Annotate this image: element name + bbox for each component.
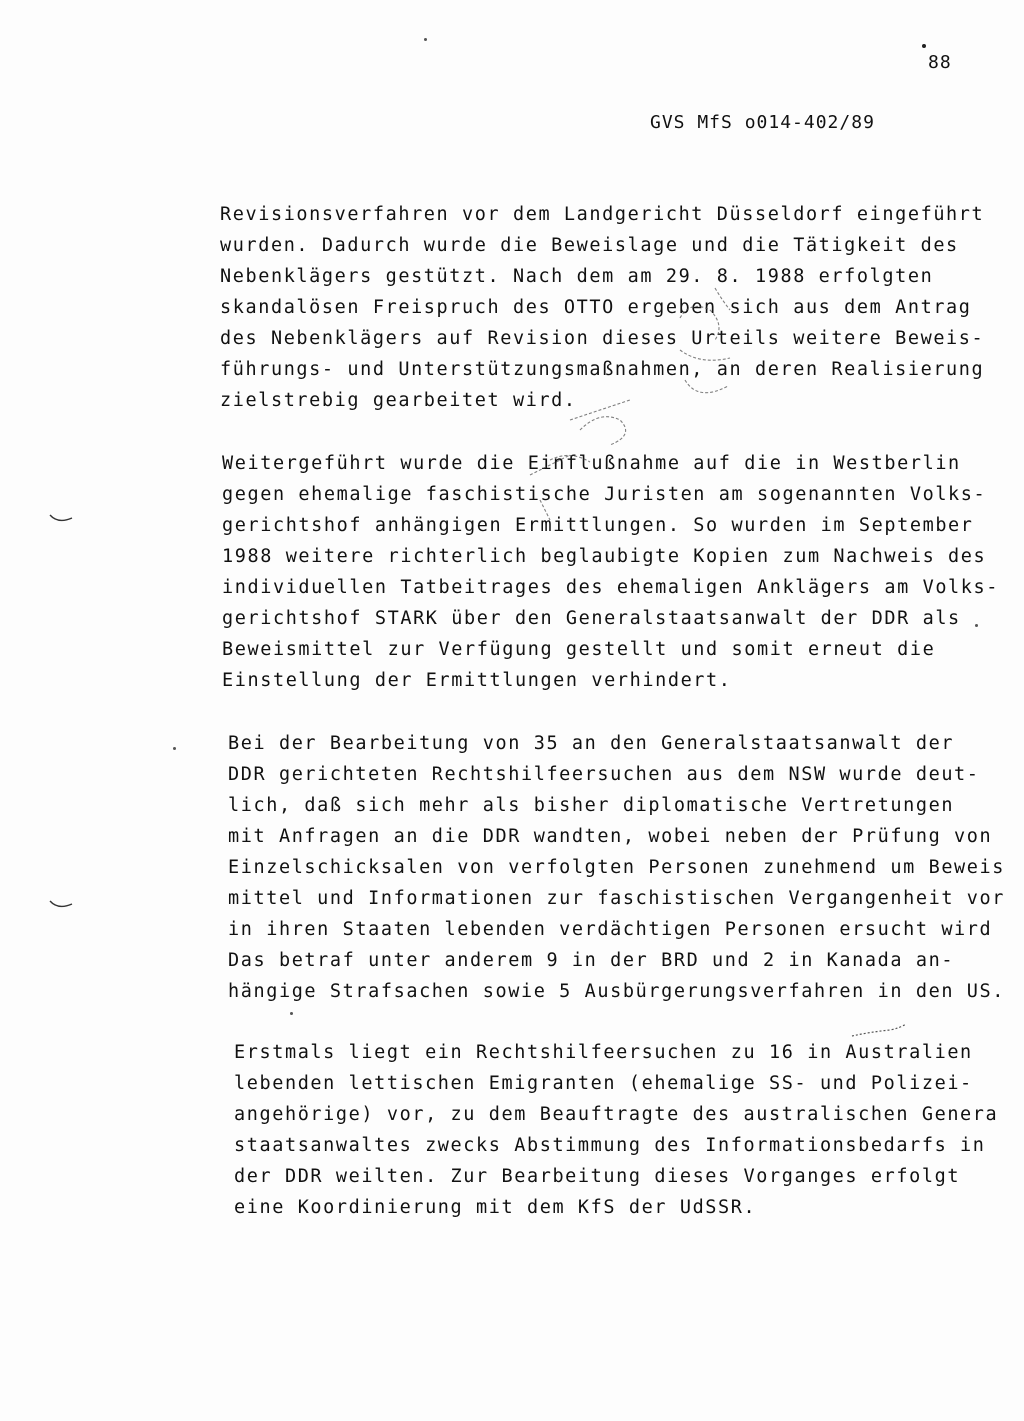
text-line: gegen ehemalige faschistische Juristen am sogenannten Volks- — [222, 484, 987, 505]
paragraph — [220, 199, 984, 416]
text-line: individuellen Tatbeitrages des ehemaligen Anklägers am Volks- — [222, 577, 1000, 598]
text-line: der DDR weilten. Zur Bearbeitung dieses Vorganges erfolgt — [234, 1166, 961, 1187]
margin-tick-mark — [48, 512, 74, 524]
text-line: gerichtshof anhängigen Ermittlungen. So wurden im September — [222, 515, 974, 536]
speck — [975, 624, 978, 627]
text-line: zielstrebig gearbeitet wird. — [220, 390, 577, 411]
text-line: in ihren Staaten lebenden verdächtigen Personen ersucht wird — [228, 919, 993, 940]
text-line: angehörige) vor, zu dem Beauftragte des australischen Genera — [234, 1104, 999, 1125]
text-line: Erstmals liegt ein Rechtshilfeersuchen zu 16 in Australien — [234, 1042, 973, 1063]
text-line: Bei der Bearbeitung von 35 an den Generalstaatsanwalt der — [228, 733, 955, 754]
text-line: staatsanwaltes zwecks Abstimmung des Informationsbedarfs in — [234, 1135, 986, 1156]
text-line: führungs- und Unterstützungsmaßnahmen, an deren Realisierung — [220, 359, 985, 380]
text-line: Beweismittel zur Verfügung gestellt und somit erneut die — [222, 639, 936, 660]
text-line: skandalösen Freispruch des OTTO ergeben sich aus dem Antrag — [220, 297, 972, 318]
paragraph — [222, 448, 999, 696]
speck — [173, 747, 176, 750]
text-line: mittel und Informationen zur faschistischen Vergangenheit vor — [228, 888, 1006, 909]
text-line: lich, daß sich mehr als bisher diplomatische Vertretungen — [228, 795, 955, 816]
text-line: gerichtshof STARK über den Generalstaatsanwalt der DDR als — [222, 608, 961, 629]
speck — [424, 38, 427, 41]
text-line: mit Anfragen an die DDR wandten, wobei neben der Prüfung von — [228, 826, 993, 847]
text-line: Einzelschicksalen von verfolgten Personen zunehmend um Beweis — [228, 857, 1006, 878]
text-line: Das betraf unter anderem 9 in der BRD und 2 in Kanada an- — [228, 950, 955, 971]
text-line: Nebenklägers gestützt. Nach dem am 29. 8. 1988 erfolgten — [220, 266, 934, 287]
text-line: eine Koordinierung mit dem KfS der UdSSR. — [234, 1197, 757, 1218]
text-line: DDR gerichteten Rechtshilfeersuchen aus dem NSW wurde deut- — [228, 764, 980, 785]
text-line: hängige Strafsachen sowie 5 Ausbürgerungsverfahren in den US. — [228, 981, 1006, 1002]
paragraph — [234, 1037, 998, 1223]
paragraph — [228, 728, 1005, 1007]
text-line: Weitergeführt wurde die Einflußnahme auf die in Westberlin — [222, 453, 961, 474]
text-line: des Nebenklägers auf Revision dieses Urteils weitere Beweis- — [220, 328, 985, 349]
page-number: 88 — [928, 52, 952, 73]
margin-tick-mark — [48, 898, 74, 910]
text-line: wurden. Dadurch wurde die Beweislage und die Tätigkeit des — [220, 235, 959, 256]
handwritten-annotation — [850, 1022, 910, 1042]
text-line: 1988 weitere richterlich beglaubigte Kopien zum Nachweis des — [222, 546, 987, 567]
speck — [290, 1012, 293, 1015]
text-line: lebenden lettischen Emigranten (ehemalige SS- und Polizei- — [234, 1073, 973, 1094]
text-line: Einstellung der Ermittlungen verhindert. — [222, 670, 732, 691]
document-reference: GVS MfS o014-402/89 — [650, 112, 875, 133]
speck — [922, 44, 926, 48]
text-line: Revisionsverfahren vor dem Landgericht Düsseldorf eingeführt — [220, 204, 985, 225]
